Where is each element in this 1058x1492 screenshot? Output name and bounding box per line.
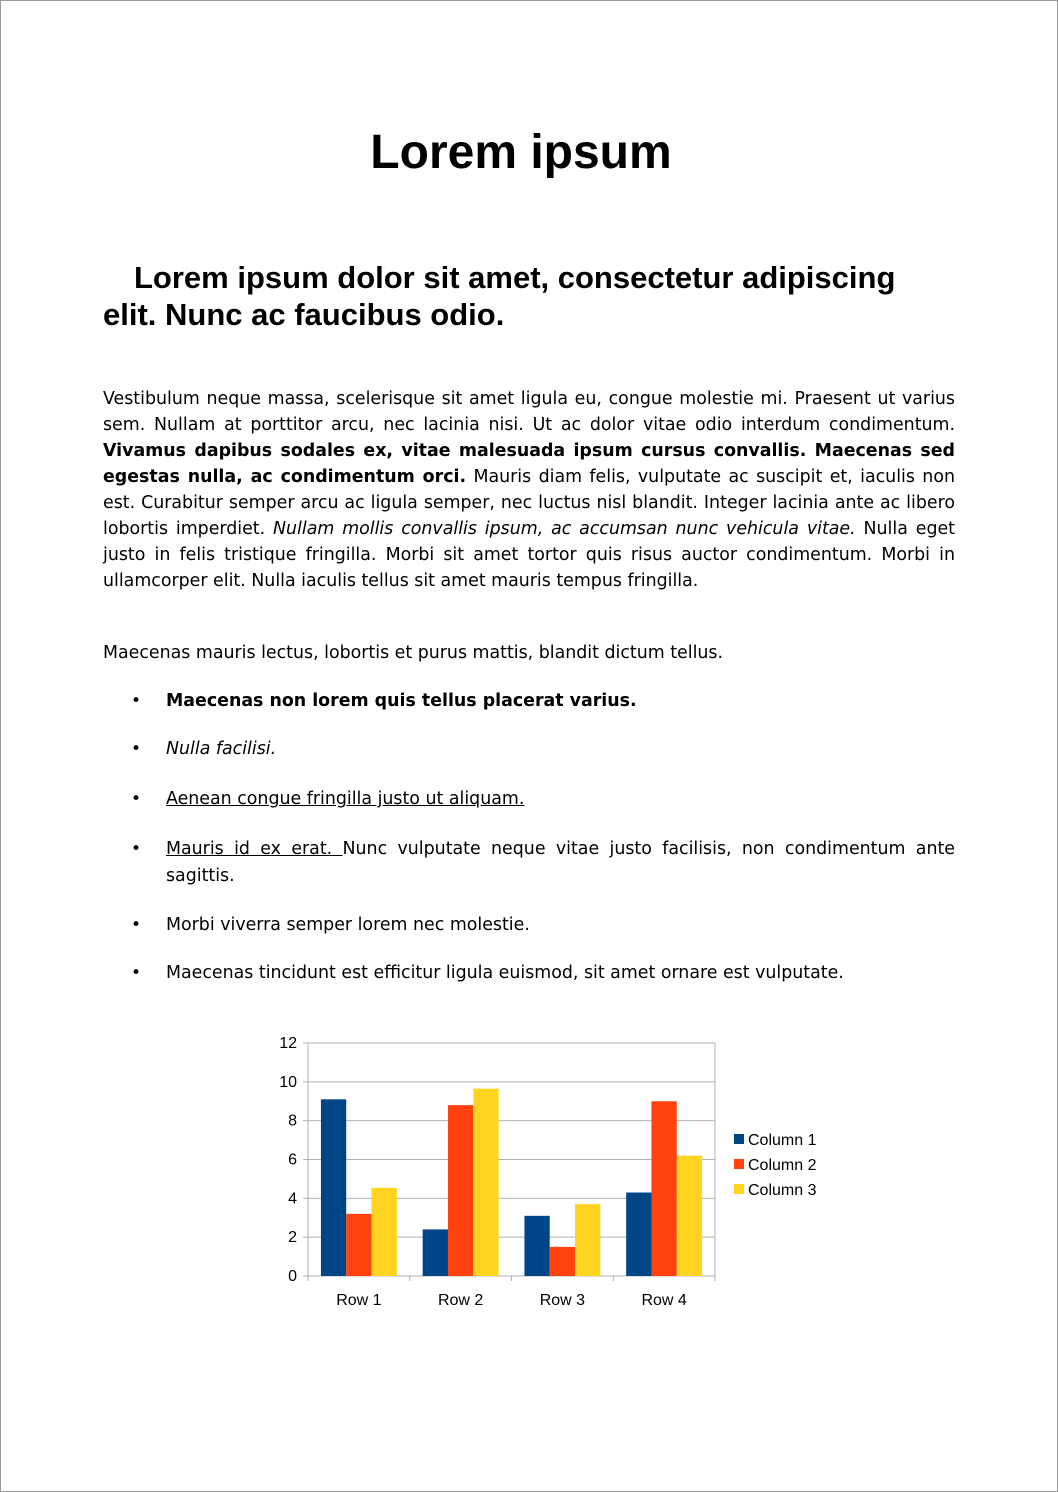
x-tick-label: Row 1 [336, 1292, 382, 1309]
list-item-text: Maecenas non lorem quis tellus placerat varius. [166, 691, 637, 711]
body-paragraph-1 [103, 386, 955, 594]
y-tick-label: 10 [279, 1073, 297, 1091]
y-tick-label: 2 [288, 1229, 297, 1247]
bar [524, 1216, 549, 1276]
legend-swatch [734, 1134, 744, 1144]
list-item-text: Morbi viverra semper lorem nec molestie. [166, 915, 530, 935]
x-tick-label: Row 2 [437, 1292, 484, 1309]
bar [423, 1229, 448, 1276]
paragraph-bold-text: Vivamus dapibus sodales ex, vitae malesuada ipsum cursus convallis. Maecenas sed egestas nulla, ac condimentum orci. [103, 441, 955, 487]
list-item [103, 688, 955, 736]
document-subtitle: Lorem ipsum dolor sit amet, consectetur adipiscing elit. Nunc ac faucibus odio. [103, 260, 896, 332]
bullet-icon: • [131, 789, 142, 809]
list-item [103, 786, 955, 836]
list-item [103, 960, 955, 990]
y-tick-label: 4 [288, 1190, 297, 1208]
y-tick-label: 0 [288, 1268, 297, 1285]
legend-label: Column 1 [748, 1132, 817, 1149]
paragraph-text: Vestibulum neque massa, scelerisque sit amet ligula eu, congue molestie mi. Praesent ut varius sem. Nullam at porttitor arcu, nec lacinia nisi. Ut ac dolor vitae odio interdum condimentum. [103, 389, 955, 435]
y-tick-label: 12 [279, 1035, 297, 1052]
bar-chart [261, 1026, 841, 1326]
bullet-icon: • [131, 739, 142, 759]
bar [448, 1105, 473, 1276]
list-item-text: Aenean congue fringilla justo ut aliquam. [166, 789, 525, 809]
y-tick-label: 8 [288, 1112, 297, 1130]
legend-swatch [734, 1159, 744, 1169]
bar [550, 1247, 575, 1276]
list-item-text: Nulla facilisi. [166, 739, 277, 759]
bar [372, 1188, 397, 1276]
legend-label: Column 2 [748, 1157, 817, 1174]
list-item-underlined-text: Mauris id ex erat. [166, 839, 343, 859]
y-tick-label: 6 [288, 1151, 297, 1169]
body-paragraph-2: Maecenas mauris lectus, lobortis et purus mattis, blandit dictum tellus. [103, 643, 724, 663]
x-tick-label: Row 4 [641, 1292, 687, 1309]
legend-swatch [734, 1184, 744, 1194]
list-item [103, 912, 955, 960]
list-item-text: Maecenas tincidunt est efficitur ligula euismod, sit amet ornare est vulputate. [166, 963, 844, 983]
bar [346, 1214, 371, 1276]
bullet-icon: • [131, 915, 142, 935]
paragraph-italic-text: Nullam mollis convallis ipsum, ac accumsan nunc vehicula vitae. [273, 519, 856, 539]
bar [473, 1089, 498, 1276]
list-item [103, 736, 955, 786]
list-item [103, 836, 955, 912]
paragraph-text: Nulla eget justo in felis tristique fringilla. Morbi sit amet tortor quis risus auctor condimentum. Morbi in ullamcorper elit. Nulla iaculis tellus sit amet mauris tempus fringilla. [103, 519, 956, 591]
paragraph-text: Mauris diam felis, vulputate ac suscipit et, iaculis non est. Curabitur semper arcu ac ligula semper, nec luctus nisl blandit. Integer lacinia ante ac libero lobortis imperdiet. [103, 467, 955, 539]
bar [626, 1193, 651, 1276]
bullet-icon: • [131, 691, 142, 711]
x-tick-label: Row 3 [539, 1292, 586, 1309]
bar [575, 1204, 600, 1276]
bar [677, 1156, 702, 1276]
bullet-icon: • [131, 963, 142, 983]
list-item-text: Nunc vulputate neque vitae justo facilisis, non condimentum ante sagittis. [166, 839, 955, 886]
legend-label: Column 3 [748, 1182, 817, 1199]
bullet-icon: • [131, 839, 142, 859]
document-title: Lorem ipsum [370, 126, 672, 179]
bullet-list [103, 688, 955, 990]
bar [321, 1099, 346, 1276]
bar [651, 1101, 676, 1276]
